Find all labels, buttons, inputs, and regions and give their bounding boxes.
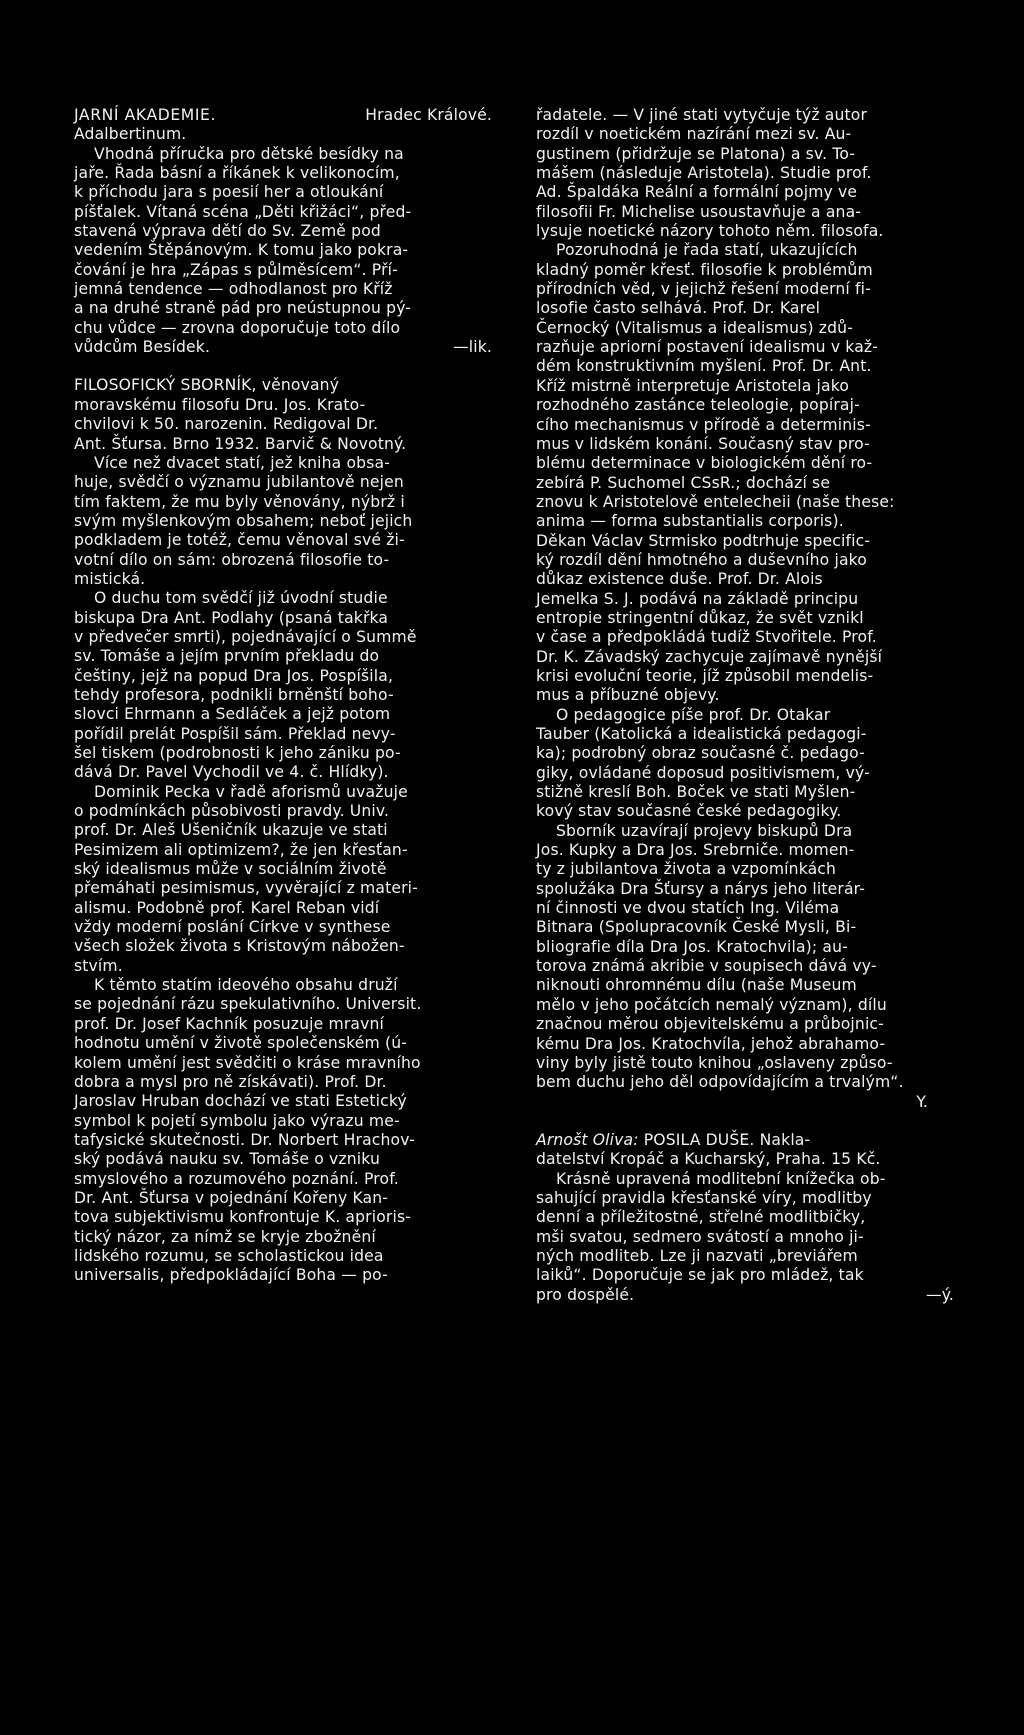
text-line: češtiny, jejž na popud Dra Jos. Pospíšila,	[74, 666, 394, 685]
text-line: huje, svědčí o významu jubilantově nejen	[74, 473, 404, 492]
review-signature: Y.	[916, 1092, 928, 1111]
text-line: kolem umění jest svědčiti o kráse mravního	[74, 1053, 421, 1072]
text-line: čování je hra „Zápas s půlměsícem“. Pří-	[74, 260, 398, 279]
text-line: prof. Dr. Josef Kachník posuzuje mravní	[74, 1014, 384, 1033]
text-line: Kříž mistrně interpretuje Aristotela jako	[536, 376, 850, 395]
text-line: podkladem je totéž, čemu věnoval své ži-	[74, 531, 405, 550]
text-line: Jos. Kupky a Dra Jos. Srebrniče. momen-	[536, 841, 855, 860]
text-line: giky, ovládané doposud positivismem, vý-	[536, 763, 870, 782]
text-line: anima — forma substantialis corporis).	[536, 512, 844, 531]
text-line: chu vůdce — zrovna doporučuje toto dílo	[74, 318, 401, 337]
book-title: POSILA DUŠE. Nakla-	[643, 1130, 811, 1149]
text-line: denní a příležitostné, střelné modlitbičky,	[536, 1208, 866, 1227]
text-line: niknouti ohromnému dílu (naše Museum	[536, 976, 857, 995]
text-line: zebírá P. Suchomel CSsR.; dochází se	[536, 473, 831, 492]
review-signature: —ý.	[925, 1285, 954, 1304]
text-line: důkaz existence duše. Prof. Dr. Alois	[536, 570, 823, 589]
right-column	[536, 106, 954, 1305]
text-line: vůdcům Besídek.	[74, 338, 211, 357]
text-line: rozhodného zastánce teleologie, popíraj-	[536, 396, 860, 415]
text-line: mášem (následuje Aristotela). Studie prof.	[536, 164, 872, 183]
text-line: znovu k Aristotelově entelecheii (naše these:	[536, 492, 895, 511]
text-line-signed	[536, 1286, 954, 1305]
left-column	[74, 106, 492, 1286]
section-gap	[536, 1112, 954, 1131]
text-line: smyslového a rozumového poznání. Prof.	[74, 1169, 399, 1188]
text-line: jemná tendence — odhodlanost pro Kříž	[74, 280, 393, 299]
text-line: moravskému filosofu Dru. Jos. Krato-	[74, 395, 366, 414]
text-line: pro dospělé.	[536, 1285, 635, 1304]
review-heading: JARNÍ AKADEMIE.	[74, 106, 217, 124]
text-line: alismu. Podobně prof. Karel Reban vidí	[74, 898, 380, 917]
text-line: k příchodu jara s poesií her a otloukání	[74, 183, 384, 202]
text-line: mělo v jeho počátcích nemalý význam), dílu	[536, 995, 887, 1014]
text-line: losofie často selhává. Prof. Dr. Karel	[536, 299, 821, 318]
text-line: ty z jubilantova života a vzpomínkách	[536, 860, 837, 879]
review-signature: —lik.	[453, 338, 492, 357]
text-line: ka); podrobný obraz současné č. pedago-	[536, 744, 865, 763]
text-line: Ant. Šťursa. Brno 1932. Barvič & Novotný.	[74, 434, 407, 453]
text-line: o podmínkách působivosti pravdy. Univ.	[74, 802, 390, 821]
review-jarni-akademie	[74, 106, 492, 357]
text-line: dává Dr. Pavel Vychodil ve 4. č. Hlídky).	[74, 763, 389, 782]
text-line: gustinem (přidržuje se Platona) a sv. To-	[536, 144, 856, 163]
text-line: jaře. Řada básní a říkánek k velikonocím,	[74, 164, 400, 183]
text-line: viny byly jistě touto knihou „oslaveny způso-	[536, 1053, 893, 1072]
text-line: O pedagogice píše prof. Dr. Otakar	[556, 705, 831, 724]
text-line: Ad. Špaldáka Reální a formální pojmy ve	[536, 183, 858, 202]
text-line: Děkan Václav Strmisko podtrhuje specific-	[536, 531, 871, 550]
text-line: symbol k pojetí symbolu jako výrazu me-	[74, 1111, 400, 1130]
text-line: Jaroslav Hruban dochází ve stati Estetický	[74, 1092, 407, 1111]
text-line: lysuje noetické názory tohoto něm. filosofa.	[536, 222, 884, 241]
text-line: biskupa Dra Ant. Podlahy (psaná takřka	[74, 608, 389, 627]
text-line: chvilovi k 50. narozenin. Redigoval Dr.	[74, 415, 379, 434]
text-line: kému Dra Jos. Kratochvíla, jehož abrahamo-	[536, 1034, 886, 1053]
text-line: blému determinace v biologickém dění ro-	[536, 454, 873, 473]
review-posila-duse	[536, 1131, 954, 1305]
text-line: a na druhé straně pád pro neústupnou pý-	[74, 299, 412, 318]
text-line: tafysické skutečnosti. Dr. Norbert Hrachov-	[74, 1130, 415, 1149]
text-line: Adalbertinum.	[74, 125, 187, 144]
text-line: universalis, předpokládající Boha — po-	[74, 1266, 388, 1285]
text-line: ský idealismus může v sociálním životě	[74, 860, 387, 879]
text-line: značnou měrou objevitelskému a průbojnic-	[536, 1015, 884, 1034]
text-line: O duchu tom svědčí již úvodní studie	[94, 589, 388, 608]
text-line: řadatele. — V jiné stati vytyčuje týž autor	[536, 106, 868, 124]
text-line: mši svatou, sedmero svátostí a mnoho ji-	[536, 1227, 864, 1246]
text-line: píšťalek. Vítaná scéna „Děti křižáci“, před-	[74, 202, 412, 221]
text-line: ký rozdíl dění hmotného a duševního jako	[536, 550, 867, 569]
text-line: vedením Štěpánovým. K tomu jako pokra-	[74, 241, 409, 260]
text-line: Vhodná příručka pro dětské besídky na	[94, 144, 404, 163]
text-line: Bitnara (Spolupracovník České Mysli, Bi-	[536, 918, 857, 937]
text-line: entropie stringentní důkaz, že svět vznikl	[536, 608, 864, 627]
text-line: slovci Ehrmann a Sedláček a jejž potom	[74, 705, 391, 724]
review-heading: FILOSOFICKÝ SBORNÍK, věnovaný	[74, 376, 340, 395]
text-line: ní činnosti ve dvou statích Ing. Viléma	[536, 899, 840, 918]
text-line: datelství Kropáč a Kucharský, Praha. 15 Kč.	[536, 1150, 881, 1169]
section-gap	[74, 357, 492, 376]
text-line: rozdíl v noetickém nazírání mezi sv. Au-	[536, 125, 852, 144]
text-line: torova známá akribie v soupisech dává vy-	[536, 957, 877, 976]
text-line: v čase a předpokládá tudíž Stvořitele. Prof.	[536, 628, 877, 647]
text-line: Dr. Ant. Šťursa v pojednání Kořeny Kan-	[74, 1188, 389, 1207]
text-line: razňuje apriorní postavení idealismu v kaž-	[536, 338, 879, 357]
text-line: kladný poměr křesť. filosofie k problémům	[536, 260, 873, 279]
text-line: mus a příbuzné objevy.	[536, 686, 720, 705]
text-line: svým myšlenkovým obsahem; neboť jejich	[74, 511, 413, 530]
review-continuation	[536, 106, 954, 1112]
text-line: tický názor, za nímž se kryje zbožnění	[74, 1227, 376, 1246]
text-line: mistická.	[74, 569, 146, 588]
text-line: Pozoruhodná je řada statí, ukazujících	[556, 241, 858, 260]
text-line: se pojednání rázu spekulativního. Universit.	[74, 995, 422, 1014]
text-line: ných modliteb. Lze ji nazvati „breviářem	[536, 1246, 858, 1265]
text-line: Krásně upravená modlitební knížečka ob-	[556, 1169, 886, 1188]
review-heading-line	[536, 1131, 954, 1150]
text-line: K těmto statím ideového obsahu druží	[94, 976, 398, 995]
text-line: laiků“. Doporučuje se jak pro mládež, tak	[536, 1266, 864, 1285]
text-line: dém konstruktivním myšlení. Prof. Dr. Ant.	[536, 357, 872, 376]
text-line: prof. Dr. Aleš Ušeničník ukazuje ve stati	[74, 821, 388, 840]
text-line: cího mechanismus v přírodě a determinis-	[536, 415, 871, 434]
text-line: Černocký (Vitalismus a idealismus) zdů-	[536, 318, 853, 337]
text-line: tím faktem, že mu byly věnovány, nýbrž i	[74, 492, 405, 511]
text-line-signed	[74, 338, 492, 357]
text-line: filosofii Fr. Michelise usoustavňuje a ana-	[536, 202, 862, 221]
text-line: bliografie díla Dra Jos. Kratochvila); au-	[536, 937, 848, 956]
text-line: Více než dvacet statí, jež kniha obsa-	[94, 453, 390, 472]
text-line: sahující pravidla křesťanské víry, modlitby	[536, 1188, 872, 1207]
review-heading-line	[74, 106, 492, 125]
text-line: votní dílo on sám: obrozená filosofie to-	[74, 550, 390, 569]
text-line: dobra a mysl pro ně získávati). Prof. Dr.	[74, 1072, 387, 1091]
text-line: vždy moderní poslání Církve v synthese	[74, 918, 391, 937]
text-line: v předvečer smrti), pojednávající o Summě	[74, 627, 417, 646]
text-line: stižně kreslí Boh. Boček ve stati Myšlen-	[536, 783, 856, 802]
text-line: mus v lidském konání. Současný stav pro-	[536, 434, 870, 453]
text-line: ský podává nauku sv. Tomáše o vzniku	[74, 1150, 380, 1169]
text-line: Sborník uzavírají projevy biskupů Dra	[556, 821, 853, 840]
text-line: tova subjektivismu konfrontuje K. aprioris-	[74, 1208, 412, 1227]
text-line: Pesimizem ali optimizem?, že jen křesťan-	[74, 840, 408, 859]
text-line: sv. Tomáše a jejím prvním překladu do	[74, 647, 380, 666]
text-line: bem duchu jeho děl odpovídajícím a trvalým“.	[536, 1073, 904, 1092]
text-line: tehdy profesora, podnikli brněnští boho-	[74, 685, 394, 704]
text-line: přemáhati pesimismus, vyvěrající z materi-	[74, 879, 418, 898]
text-line: stavená výprava dětí do Sv. Země pod	[74, 222, 381, 241]
text-line: šel tiskem (podrobnosti k jeho zániku po-	[74, 744, 401, 762]
text-line: Jemelka S. J. podává na základě principu	[536, 589, 859, 608]
text-line: lidského rozumu, se scholastickou idea	[74, 1246, 384, 1265]
text-line: všech složek života s Kristovým nábožen-	[74, 937, 405, 956]
publisher-text: Hradec Králové.	[365, 106, 492, 124]
text-line: kový stav současné české pedagogiky.	[536, 802, 842, 821]
text-line: přírodních věd, v jejichž řešení moderní fi-	[536, 280, 871, 299]
text-line: hodnotu umění v životě společenském (ú-	[74, 1034, 407, 1053]
text-line: Dr. K. Závadský zachycuje zajímavě nynější	[536, 647, 883, 666]
text-line: stvím.	[74, 956, 123, 975]
text-line: krisi evoluční teorie, jíž způsobil mendelis-	[536, 666, 874, 685]
text-line: Tauber (Katolická a idealistická pedagogi-	[536, 725, 867, 743]
review-filosoficky-sbornik	[74, 376, 492, 1285]
text-line: spolužáka Dra Šťursy a nárys jeho literár-	[536, 879, 865, 898]
text-line: Dominik Pecka v řadě aforismů uvažuje	[94, 782, 408, 801]
book-author: Arnošt Oliva:	[536, 1130, 639, 1149]
text-line: pořídil prelát Pospíšil sám. Překlad nevy-	[74, 724, 396, 743]
